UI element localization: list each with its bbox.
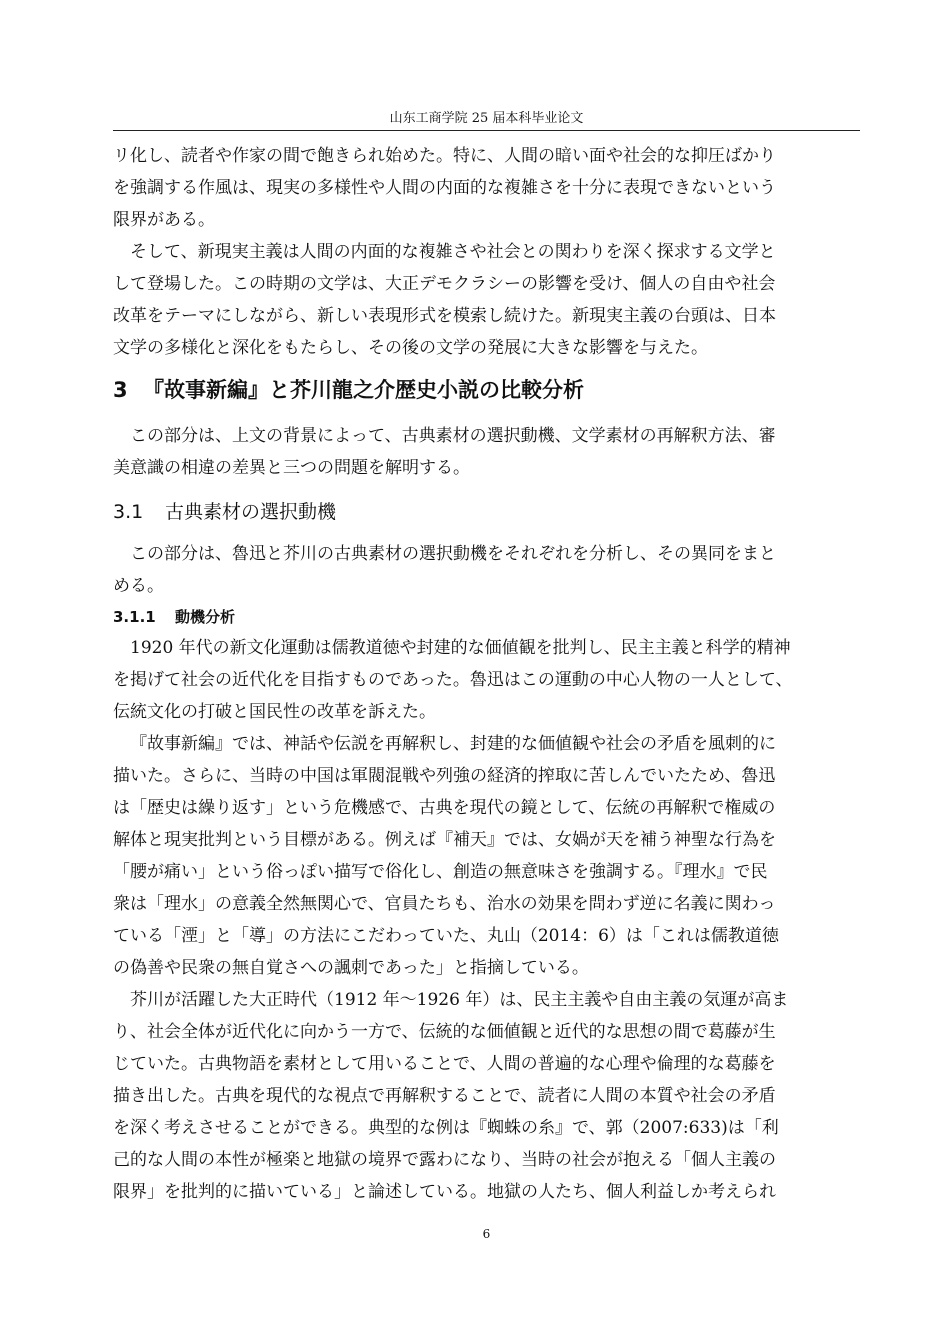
paragraph-akutagawa bbox=[113, 984, 860, 1208]
text-line: 己的な人間の本性が極楽と地獄の境界で露わになり、当時の社会が抱える「個人主義の bbox=[113, 1150, 776, 1170]
text-line: この部分は、魯迅と芥川の古典素材の選択動機をそれぞれを分析し、その異同をまと bbox=[130, 544, 776, 564]
text-line: 限界がある。 bbox=[113, 210, 215, 230]
text-line: を強調する作風は、現実の多様性や人間の内面的な複雑さを十分に表現できないという bbox=[113, 178, 776, 198]
section-3-heading bbox=[113, 368, 860, 412]
text-line: 伝統文化の打破と国民性の改革を訴えた。 bbox=[113, 702, 436, 722]
text-line: める。 bbox=[113, 576, 164, 596]
section-title: 『故事新編』と芥川龍之介歴史小説の比較分析 bbox=[143, 378, 584, 402]
text-line: そして、新現実主義は人間の内面的な複雑さや社会との関わりを深く探求する文学と bbox=[130, 242, 776, 262]
text-line: して登場した。この時期の文学は、大正デモクラシーの影響を受け、個人の自由や社会 bbox=[113, 274, 776, 294]
text-line: 美意識の相違の差異と三つの問題を解明する。 bbox=[113, 458, 470, 478]
paragraph-gushi-xinbian bbox=[113, 728, 860, 984]
section-3-1-1-heading bbox=[113, 602, 860, 632]
section-number: 3.1 bbox=[113, 501, 144, 523]
text-line: この部分は、上文の背景によって、古典素材の選択動機、文学素材の再解釈方法、審 bbox=[130, 426, 776, 446]
section-number: 3.1.1 bbox=[113, 608, 156, 626]
page-number: 6 bbox=[482, 1227, 491, 1241]
section-3-1-paragraph bbox=[113, 538, 860, 602]
text-line: 『故事新編』では、神話や伝説を再解釈し、封建的な価値観や社会の矛盾を風刺的に bbox=[130, 734, 776, 754]
text-line: じていた。古典物語を素材として用いることで、人間の普遍的な心理や倫理的な葛藤を bbox=[113, 1054, 776, 1074]
text-line: 「腰が痛い」という俗っぽい描写で俗化し、創造の無意味さを強調する。『理水』で民 bbox=[113, 862, 768, 882]
text-line: 解体と現実批判という目標がある。例えば『補天』では、女媧が天を補う神聖な行為を bbox=[113, 830, 776, 850]
section-title: 動機分析 bbox=[175, 608, 236, 626]
section-title: 古典素材の選択動機 bbox=[165, 501, 337, 523]
text-line: 文学の多様化と深化をもたらし、その後の文学の発展に大きな影響を与えた。 bbox=[113, 338, 708, 358]
text-line: 描き出した。古典を現代的な視点で再解釈することで、読者に人間の本質や社会の矛盾 bbox=[113, 1086, 776, 1106]
text-line: の偽善や民衆の無自覚さへの諷刺であった」と指摘している。 bbox=[113, 958, 589, 978]
section-number: 3 bbox=[113, 378, 128, 402]
header-rule bbox=[113, 130, 860, 131]
text-line: 描いた。さらに、当時の中国は軍閥混戦や列強の経済的搾取に苦しんでいたため、魯迅 bbox=[113, 766, 776, 786]
text-line: 改革をテーマにしながら、新しい表現形式を模索し続けた。新現実主義の台頭は、日本 bbox=[113, 306, 776, 326]
page-body bbox=[113, 140, 860, 1208]
text-line: は「歴史は繰り返す」という危機感で、古典を現代の鏡として、伝統の再解釈で権威の bbox=[113, 798, 776, 818]
paragraph-new-culture-movement bbox=[113, 632, 860, 728]
text-line: を掲げて社会の近代化を目指すものであった。魯迅はこの運動の中心人物の一人として、 bbox=[113, 670, 793, 690]
paragraph-new-realism bbox=[113, 236, 860, 364]
page-header: 山东工商学院 25 届本科毕业论文 bbox=[389, 111, 584, 126]
section-3-paragraph bbox=[113, 420, 860, 484]
text-line: ている「湮」と「導」の方法にこだわっていた、丸山（2014：6）は「これは儒教道徳 bbox=[113, 926, 779, 946]
text-line: り、社会全体が近代化に向かう一方で、伝統的な価値観と近代的な思想の間で葛藤が生 bbox=[113, 1022, 776, 1042]
text-line: 1920 年代の新文化運動は儒教道徳や封建的な価値観を批判し、民主主義と科学的精神 bbox=[130, 638, 791, 658]
text-line: を深く考えさせることができる。典型的な例は『蜘蛛の糸』で、郭（2007:633)は「利 bbox=[113, 1118, 779, 1138]
text-line: 限界」を批判的に描いている」と論述している。地獄の人たち、個人利益しか考えられ bbox=[113, 1182, 776, 1202]
text-line: 芥川が活躍した大正時代（1912 年～1926 年）は、民主主義や自由主義の気運が高ま bbox=[130, 990, 789, 1010]
text-line: リ化し、読者や作家の間で飽きられ始めた。特に、人間の暗い面や社会的な抑圧ばかり bbox=[113, 146, 776, 166]
section-3-1-heading bbox=[113, 492, 860, 532]
intro-paragraph bbox=[113, 140, 860, 236]
text-line: 衆は「理水」の意義全然無関心で、官員たちも、治水の効果を問わず逆に名義に関わっ bbox=[113, 894, 776, 914]
